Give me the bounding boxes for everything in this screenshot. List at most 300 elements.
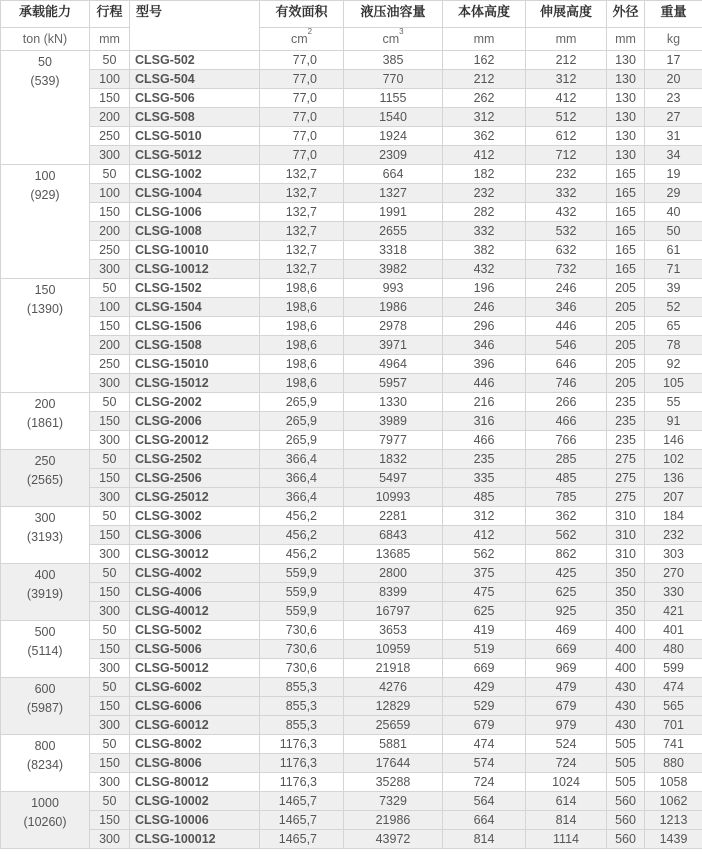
outer-diameter-cell: 205 [607,355,645,374]
stroke-cell: 300 [90,374,130,393]
body-height-cell: 466 [443,431,526,450]
capacity-cell [1,621,90,678]
oil-volume-cell: 2978 [344,317,443,336]
capacity-ton: 1000 [31,796,59,810]
body-height-cell: 162 [443,51,526,70]
area-cell: 559,9 [260,583,344,602]
stroke-cell: 150 [90,811,130,830]
outer-diameter-cell: 310 [607,507,645,526]
outer-diameter-cell: 165 [607,184,645,203]
model-cell: CLSG-1006 [130,203,260,222]
extended-height-cell: 925 [526,602,607,621]
capacity-cell [1,735,90,792]
body-height-cell: 216 [443,393,526,412]
oil-volume-cell: 1924 [344,127,443,146]
oil-volume-cell: 2800 [344,564,443,583]
stroke-cell: 150 [90,203,130,222]
stroke-cell: 300 [90,830,130,849]
stroke-cell: 50 [90,279,130,298]
body-height-cell: 235 [443,450,526,469]
body-height-cell: 519 [443,640,526,659]
oil-volume-cell: 3971 [344,336,443,355]
oil-volume-cell: 3982 [344,260,443,279]
capacity-kn: (3919) [26,587,64,601]
model-header: 型号 [130,1,260,51]
stroke-cell: 250 [90,127,130,146]
extended-height-cell: 612 [526,127,607,146]
weight-cell: 330 [645,583,702,602]
model-cell: CLSG-1504 [130,298,260,317]
model-cell: CLSG-15010 [130,355,260,374]
oil-volume-cell: 664 [344,165,443,184]
table-row [1,374,702,393]
area-cell: 265,9 [260,393,344,412]
model-cell: CLSG-8006 [130,754,260,773]
capacity-ton: 400 [34,568,56,582]
model-cell: CLSG-1506 [130,317,260,336]
model-cell: CLSG-5002 [130,621,260,640]
area-cell: 198,6 [260,374,344,393]
stroke-cell: 50 [90,507,130,526]
outer-diameter-cell: 310 [607,545,645,564]
model-cell: CLSG-2502 [130,450,260,469]
oil-volume-cell: 5497 [344,469,443,488]
weight-header: 重量 [645,1,702,28]
oil-volume-cell: 1330 [344,393,443,412]
oil-volume-cell: 10993 [344,488,443,507]
body-height-cell: 669 [443,659,526,678]
outer-diameter-cell: 165 [607,165,645,184]
weight-cell: 52 [645,298,702,317]
extended-height-cell: 512 [526,108,607,127]
weight-cell: 50 [645,222,702,241]
table-row [1,754,702,773]
table-row [1,222,702,241]
outer-diameter-cell: 235 [607,431,645,450]
table-row [1,336,702,355]
extended-height-cell: 1024 [526,773,607,792]
model-cell: CLSG-2506 [130,469,260,488]
weight-cell: 480 [645,640,702,659]
extended-height-cell: 632 [526,241,607,260]
capacity-kn: (8234) [26,758,64,772]
outer-diameter-cell: 165 [607,241,645,260]
oil-volume-cell: 2309 [344,146,443,165]
table-row [1,773,702,792]
od-header: 外径 [607,1,645,28]
table-row [1,89,702,108]
model-cell: CLSG-502 [130,51,260,70]
oil-volume-cell: 5957 [344,374,443,393]
area-cell: 265,9 [260,431,344,450]
oil-volume-cell: 4276 [344,678,443,697]
oil-volume-cell: 21986 [344,811,443,830]
stroke-cell: 100 [90,70,130,89]
area-unit-base: cm [290,32,308,46]
table-row [1,317,702,336]
capacity-ton: 500 [34,625,56,639]
stroke-cell: 150 [90,697,130,716]
capacity-ton: 200 [34,397,56,411]
outer-diameter-cell: 165 [607,260,645,279]
oil-volume-cell: 21918 [344,659,443,678]
table-row [1,51,702,70]
weight-unit: kg [645,28,702,51]
header-row [1,1,702,28]
area-cell: 77,0 [260,127,344,146]
model-cell: CLSG-20012 [130,431,260,450]
extended-height-cell: 532 [526,222,607,241]
outer-diameter-cell: 130 [607,146,645,165]
oil-header: 液压油容量 [344,1,443,28]
outer-diameter-cell: 560 [607,830,645,849]
outer-diameter-cell: 275 [607,488,645,507]
oil-volume-cell: 1832 [344,450,443,469]
weight-cell: 71 [645,260,702,279]
extended-height-cell: 446 [526,317,607,336]
oil-volume-cell: 17644 [344,754,443,773]
weight-cell: 61 [645,241,702,260]
oil-volume-cell: 385 [344,51,443,70]
weight-cell: 20 [645,70,702,89]
stroke-header: 行程 [90,1,130,28]
capacity-ton: 250 [34,454,56,468]
extended-height-cell: 724 [526,754,607,773]
body-height-cell: 396 [443,355,526,374]
stroke-cell: 250 [90,241,130,260]
body-height-cell: 564 [443,792,526,811]
oil-volume-cell: 5881 [344,735,443,754]
table-row [1,70,702,89]
extended-height-cell: 466 [526,412,607,431]
stroke-cell: 100 [90,184,130,203]
extended-height-cell: 862 [526,545,607,564]
extended-height-cell: 625 [526,583,607,602]
extended-height-cell: 969 [526,659,607,678]
oil-volume-cell: 993 [344,279,443,298]
weight-cell: 701 [645,716,702,735]
area-cell: 1465,7 [260,830,344,849]
body-height-cell: 282 [443,203,526,222]
weight-cell: 1213 [645,811,702,830]
stroke-cell: 50 [90,792,130,811]
extended-height-cell: 285 [526,450,607,469]
table-body [1,51,702,849]
extended-height-cell: 485 [526,469,607,488]
extended-height-cell: 312 [526,70,607,89]
table-row [1,602,702,621]
area-cell: 1176,3 [260,773,344,792]
area-cell: 855,3 [260,716,344,735]
outer-diameter-cell: 430 [607,697,645,716]
extended-height-cell: 362 [526,507,607,526]
capacity-ton: 50 [38,55,52,69]
model-cell: CLSG-1002 [130,165,260,184]
weight-cell: 136 [645,469,702,488]
stroke-cell: 50 [90,564,130,583]
oil-volume-cell: 3318 [344,241,443,260]
model-cell: CLSG-10006 [130,811,260,830]
area-cell: 132,7 [260,260,344,279]
capacity-kn: (539) [30,74,60,88]
oil-volume-cell: 2655 [344,222,443,241]
capacity-kn: (5114) [27,644,63,658]
stroke-cell: 50 [90,450,130,469]
area-cell: 1465,7 [260,792,344,811]
height-unit: mm [443,28,526,51]
stroke-cell: 150 [90,754,130,773]
model-cell: CLSG-6006 [130,697,260,716]
table-row [1,184,702,203]
body-height-cell: 679 [443,716,526,735]
stroke-cell: 250 [90,355,130,374]
outer-diameter-cell: 165 [607,222,645,241]
stroke-cell: 200 [90,222,130,241]
body-height-cell: 475 [443,583,526,602]
area-cell: 132,7 [260,222,344,241]
oil-volume-cell: 13685 [344,545,443,564]
extended-height-cell: 232 [526,165,607,184]
stroke-cell: 150 [90,317,130,336]
extended-height-cell: 346 [526,298,607,317]
body-height-cell: 412 [443,146,526,165]
body-height-cell: 332 [443,222,526,241]
body-height-cell: 375 [443,564,526,583]
oil-volume-cell: 7977 [344,431,443,450]
stroke-cell: 150 [90,526,130,545]
area-unit-exponent: 2 [307,27,313,36]
area-cell: 456,2 [260,545,344,564]
weight-cell: 880 [645,754,702,773]
weight-cell: 78 [645,336,702,355]
stroke-cell: 300 [90,659,130,678]
model-cell: CLSG-30012 [130,545,260,564]
outer-diameter-cell: 205 [607,374,645,393]
table-row [1,526,702,545]
table-row [1,830,702,849]
area-cell: 265,9 [260,412,344,431]
weight-cell: 31 [645,127,702,146]
capacity-cell [1,507,90,564]
capacity-cell [1,678,90,735]
outer-diameter-cell: 235 [607,412,645,431]
stroke-cell: 50 [90,51,130,70]
model-cell: CLSG-10010 [130,241,260,260]
body-height-cell: 246 [443,298,526,317]
model-cell: CLSG-3002 [130,507,260,526]
area-cell: 132,7 [260,165,344,184]
outer-diameter-cell: 400 [607,621,645,640]
area-unit [260,28,344,51]
model-cell: CLSG-504 [130,70,260,89]
capacity-kn: (2565) [26,473,64,487]
model-cell: CLSG-60012 [130,716,260,735]
area-cell: 366,4 [260,488,344,507]
table-row [1,393,702,412]
outer-diameter-cell: 235 [607,393,645,412]
stroke-cell: 150 [90,412,130,431]
outer-diameter-cell: 205 [607,317,645,336]
weight-cell: 92 [645,355,702,374]
weight-cell: 1058 [645,773,702,792]
capacity-kn: (929) [30,188,60,202]
weight-cell: 29 [645,184,702,203]
extended-height-cell: 266 [526,393,607,412]
model-cell: CLSG-8002 [130,735,260,754]
area-cell: 198,6 [260,298,344,317]
table-row [1,450,702,469]
area-cell: 730,6 [260,659,344,678]
capacity-cell [1,792,90,849]
extended-height-cell: 979 [526,716,607,735]
oil-volume-cell: 8399 [344,583,443,602]
body-height-cell: 625 [443,602,526,621]
area-cell: 730,6 [260,640,344,659]
area-cell: 132,7 [260,203,344,222]
weight-cell: 184 [645,507,702,526]
stroke-cell: 150 [90,583,130,602]
model-cell: CLSG-100012 [130,830,260,849]
table-row [1,355,702,374]
weight-cell: 91 [645,412,702,431]
model-cell: CLSG-10012 [130,260,260,279]
model-cell: CLSG-5010 [130,127,260,146]
area-cell: 77,0 [260,51,344,70]
area-cell: 559,9 [260,564,344,583]
table-row [1,488,702,507]
area-cell: 132,7 [260,184,344,203]
outer-diameter-cell: 275 [607,450,645,469]
table-row [1,431,702,450]
oil-volume-cell: 1991 [344,203,443,222]
extended-height-cell: 669 [526,640,607,659]
body-height-cell: 296 [443,317,526,336]
stroke-cell: 150 [90,469,130,488]
table-row [1,716,702,735]
model-cell: CLSG-1004 [130,184,260,203]
oil-volume-cell: 7329 [344,792,443,811]
area-cell: 1176,3 [260,735,344,754]
table-row [1,564,702,583]
outer-diameter-cell: 505 [607,735,645,754]
model-cell: CLSG-80012 [130,773,260,792]
stroke-cell: 200 [90,336,130,355]
oil-volume-cell: 16797 [344,602,443,621]
extended-height-cell: 524 [526,735,607,754]
weight-cell: 1439 [645,830,702,849]
body-height-cell: 182 [443,165,526,184]
extended-height-cell: 1114 [526,830,607,849]
outer-diameter-cell: 275 [607,469,645,488]
body-height-cell: 446 [443,374,526,393]
model-cell: CLSG-25012 [130,488,260,507]
weight-cell: 146 [645,431,702,450]
capacity-cell [1,279,90,393]
outer-diameter-cell: 400 [607,659,645,678]
capacity-cell [1,393,90,450]
area-cell: 559,9 [260,602,344,621]
od-unit: mm [607,28,645,51]
outer-diameter-cell: 560 [607,792,645,811]
table-row [1,811,702,830]
stroke-cell: 200 [90,108,130,127]
stroke-cell: 300 [90,146,130,165]
body-height-cell: 362 [443,127,526,146]
stroke-unit: mm [90,28,130,51]
outer-diameter-cell: 130 [607,89,645,108]
stroke-cell: 50 [90,621,130,640]
body-height-cell: 432 [443,260,526,279]
capacity-header: 承载能力 [1,1,90,28]
capacity-ton: 150 [34,283,56,297]
extended-height-cell: 814 [526,811,607,830]
weight-cell: 65 [645,317,702,336]
capacity-kn: (10260) [23,815,67,829]
capacity-kn: (3193) [26,530,64,544]
oil-volume-cell: 10959 [344,640,443,659]
table-row [1,260,702,279]
extended-height-cell: 479 [526,678,607,697]
oil-volume-cell: 12829 [344,697,443,716]
body-height-cell: 562 [443,545,526,564]
body-height-cell: 574 [443,754,526,773]
outer-diameter-cell: 430 [607,678,645,697]
outer-diameter-cell: 205 [607,279,645,298]
extended-height-cell: 732 [526,260,607,279]
area-cell: 198,6 [260,355,344,374]
weight-cell: 34 [645,146,702,165]
extended-height-cell: 712 [526,146,607,165]
model-cell: CLSG-50012 [130,659,260,678]
body-height-cell: 485 [443,488,526,507]
unit-row [1,28,702,51]
model-cell: CLSG-1508 [130,336,260,355]
extended-header: 伸展高度 [526,1,607,28]
oil-unit [344,28,443,51]
weight-cell: 401 [645,621,702,640]
outer-diameter-cell: 505 [607,773,645,792]
table-row [1,108,702,127]
table-row [1,507,702,526]
model-cell: CLSG-1008 [130,222,260,241]
weight-cell: 270 [645,564,702,583]
outer-diameter-cell: 430 [607,716,645,735]
stroke-cell: 150 [90,89,130,108]
table-row [1,583,702,602]
body-height-cell: 312 [443,507,526,526]
model-cell: CLSG-1502 [130,279,260,298]
capacity-ton: 100 [34,169,56,183]
model-cell: CLSG-2002 [130,393,260,412]
table-row [1,279,702,298]
table-row [1,545,702,564]
table-row [1,640,702,659]
oil-volume-cell: 1327 [344,184,443,203]
extended-height-cell: 785 [526,488,607,507]
capacity-cell [1,450,90,507]
extended-height-cell: 212 [526,51,607,70]
weight-cell: 102 [645,450,702,469]
capacity-ton: 600 [34,682,56,696]
weight-cell: 421 [645,602,702,621]
stroke-cell: 50 [90,165,130,184]
weight-cell: 40 [645,203,702,222]
table-row [1,127,702,146]
extended-unit: mm [526,28,607,51]
oil-volume-cell: 1155 [344,89,443,108]
outer-diameter-cell: 130 [607,127,645,146]
area-cell: 1465,7 [260,811,344,830]
